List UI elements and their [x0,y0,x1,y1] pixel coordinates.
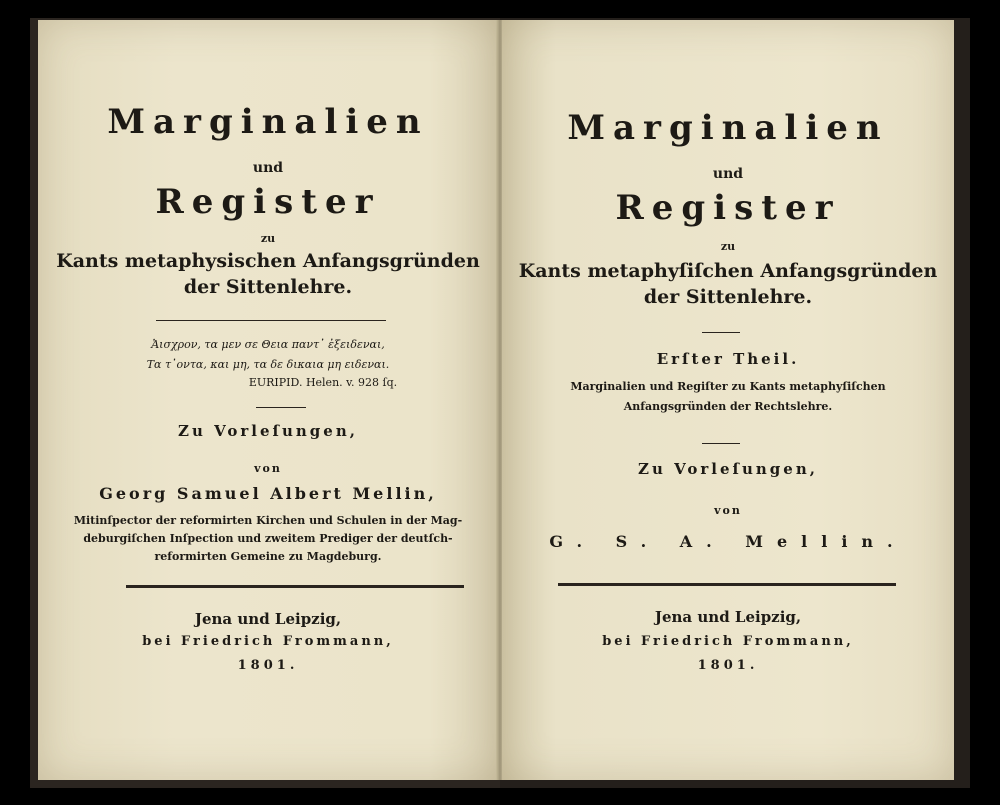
right-part-desc-2: Anfangsgründen der Rechtslehre. [623,400,833,413]
left-rule-3 [126,585,464,588]
left-title2: Register [155,182,381,222]
left-publisher: bei Friedrich Frommann, [142,634,394,649]
left-page [38,20,498,780]
left-author-desc-2: deburgiſchen Inſpection und zweitem Prediger der deutſch- [83,532,453,545]
left-author-desc-1: Mitinſpector der reformirten Kirchen und Schulen in der Mag- [73,514,463,527]
left-lectures: Zu Vorleſungen, [178,422,358,440]
right-year: 1801. [697,658,759,673]
right-lectures: Zu Vorleſungen, [638,460,818,478]
left-rule-2 [256,407,306,408]
left-epigraph-line2: Τα τ᾿οντα, και μη, τα δε δικαια μη ειδεναι. [146,358,390,371]
right-von: von [714,504,742,517]
left-author: Georg Samuel Albert Mellin, [99,484,437,503]
right-part: Erſter Theil. [656,350,800,368]
right-zu: zu [720,240,736,253]
left-epigraph-line1: Ἀισχρον, τα μεν σε Θεια παντ᾿ ἐξειδεναι, [151,338,385,351]
left-epigraph-citation: EURIPID. Helen. v. 928 ſq. [248,376,398,389]
left-place: Jena und Leipzig, [194,610,342,628]
right-rule-1 [702,332,740,333]
left-author-desc-3: reformirten Gemeine zu Magdeburg. [154,550,382,563]
left-und: und [252,160,284,176]
right-part-desc-1: Marginalien und Regiſter zu Kants metaphyſiſchen [570,380,886,393]
left-title: Marginalien [107,102,429,142]
right-subtitle-line1: Kants metaphyſiſchen Anfangsgründen [518,260,938,282]
right-author: G. S. A. Mellin. [549,532,907,551]
left-year: 1801. [237,658,299,673]
left-rule-1 [156,320,386,321]
left-subtitle-line1: Kants metaphysischen Anfangsgründen [56,250,480,272]
left-von: von [254,462,282,475]
right-page [502,20,954,780]
right-publisher: bei Friedrich Frommann, [602,634,854,649]
right-subtitle-line2: der Sittenlehre. [643,286,813,308]
right-place: Jena und Leipzig, [654,608,802,626]
right-und: und [712,166,744,182]
right-rule-3 [558,583,896,586]
left-zu: zu [260,232,276,245]
left-subtitle-line2: der Sittenlehre. [183,276,353,298]
right-rule-2 [702,443,740,444]
right-title2: Register [615,188,841,228]
right-title: Marginalien [567,108,889,148]
